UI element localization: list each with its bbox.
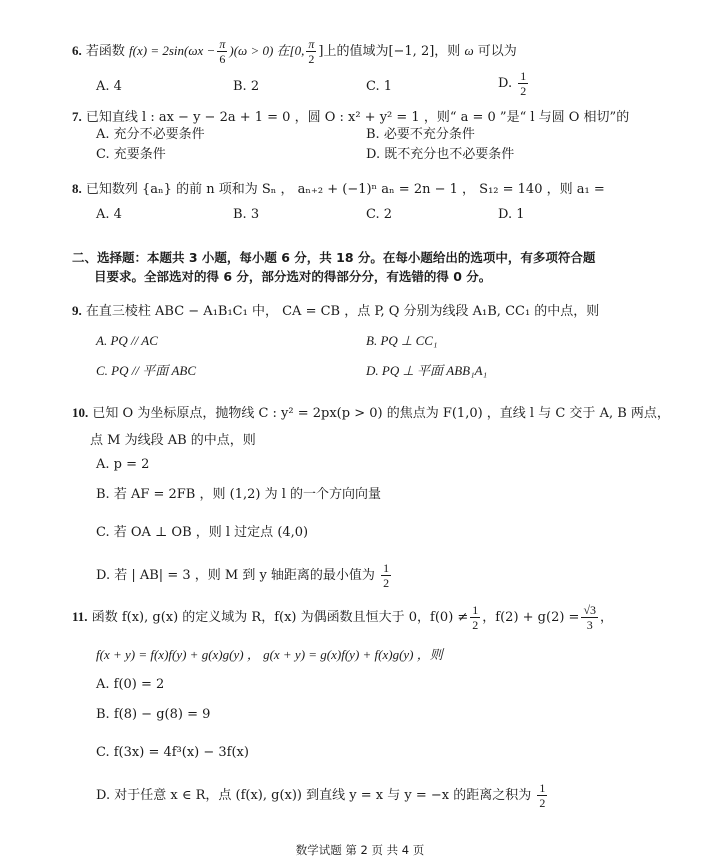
- question-number: 6.: [72, 43, 82, 58]
- option-b: B. 若 AF = 2FB ，则 (1,2) 为 l 的一个方向向量: [96, 487, 381, 502]
- question-text: ，: [600, 610, 614, 625]
- option-a: A. 4: [96, 207, 122, 222]
- option-b: B. 2: [233, 79, 260, 94]
- question-text: 若函数: [85, 44, 125, 59]
- question-11: [72, 604, 672, 631]
- fraction: $\frac{\pi}{2}$: [308, 37, 315, 66]
- math-symbol: ω: [464, 43, 474, 58]
- question-9: [72, 302, 672, 321]
- option-a: A. PQ // AC: [96, 333, 158, 348]
- question-text: 已知数列 {aₙ} 的前 n 项和为 Sₙ ， aₙ₊₂ + (−1)ⁿ aₙ = 2n − 1 ， S₁₂ = 140 ，则 a₁ =: [85, 182, 605, 197]
- page-footer: 数学试题 第 2 页 共 4 页: [295, 843, 425, 857]
- question-11-equations: f(x + y) = f(x)f(y) + g(x)g(y) ， g(x + y) = g(x)f(y) + f(x)g(y) ，则: [96, 647, 443, 662]
- option-b: B. f(8) − g(8) = 9: [96, 707, 211, 722]
- question-8: [72, 180, 672, 199]
- option-c: C. 若 OA ⊥ OB ，则 l 过定点 (4,0): [96, 525, 309, 540]
- option-d: D. PQ ⊥ 平面 ABB₁A₁: [366, 363, 488, 378]
- option-d: D. 1: [498, 207, 525, 222]
- fraction: $\frac{1}{2}$: [472, 603, 479, 632]
- fraction: $\frac{\pi}{6}$: [219, 37, 226, 66]
- fraction: $\frac{1}{2}$: [539, 781, 546, 810]
- fraction: $\frac{1}{2}$: [520, 69, 527, 98]
- question-10: [72, 404, 672, 423]
- option-d: [96, 782, 549, 809]
- question-number: 7.: [72, 109, 82, 124]
- option-d: [498, 70, 530, 97]
- section-heading-line: 二、选择题：本题共 3 小题，每小题 6 分，共 18 分。在每小题给出的选项中，有多项符合题: [72, 250, 596, 265]
- option-d: [96, 562, 393, 589]
- question-text: 可以为: [477, 44, 517, 59]
- question-text: ，f(2) + g(2) =: [482, 610, 580, 625]
- option-b: B. 必要不充分条件: [366, 127, 475, 142]
- fraction: $\frac{1}{2}$: [383, 561, 390, 590]
- question-number: 9.: [72, 303, 82, 318]
- option-b: B. PQ ⊥ CC₁: [366, 333, 438, 348]
- question-number: 11.: [72, 609, 88, 624]
- option-c: C. 2: [366, 207, 393, 222]
- option-d: D. 既不充分也不必要条件: [366, 147, 515, 162]
- question-7: [72, 108, 672, 127]
- section-heading-line: 目要求。全部选对的得 6 分，部分选对的得部分分，有选错的得 0 分。: [94, 269, 492, 284]
- question-text: 已知 O 为坐标原点，抛物线 C : y² = 2px(p > 0) 的焦点为 F(1,0) ，直线 l 与 C 交于 A, B 两点，: [92, 406, 670, 421]
- question-6: [72, 38, 672, 65]
- option-text: D. 若 | AB| = 3 ，则 M 到 y 轴距离的最小值为: [96, 568, 375, 583]
- math-expression: )(ω > 0) 在[0,: [229, 43, 305, 58]
- option-a: A. 4: [96, 79, 122, 94]
- question-text: 函数 f(x), g(x) 的定义域为 R，f(x) 为偶函数且恒大于 0，f(0) ≠: [91, 610, 469, 625]
- section-heading: [72, 248, 662, 286]
- question-text: ]上的值域为[−1, 2]，则: [318, 44, 461, 59]
- option-a: A. p = 2: [96, 457, 150, 472]
- option-label: D.: [498, 76, 513, 91]
- option-b: B. 3: [233, 207, 260, 222]
- option-c: C. f(3x) = 4f³(x) − 3f(x): [96, 745, 249, 760]
- option-c: C. PQ // 平面 ABC: [96, 363, 197, 378]
- option-a: A. f(0) = 2: [96, 677, 165, 692]
- option-a: A. 充分不必要条件: [96, 127, 205, 142]
- math-expression: f(x) = 2sin(ωx −: [129, 43, 216, 58]
- option-text: D. 对于任意 x ∈ R，点 (f(x), g(x)) 到直线 y = x 与 y = −x 的距离之积为: [96, 788, 532, 803]
- question-text: 在直三棱柱 ABC − A₁B₁C₁ 中， CA = CB ，点 P, Q 分别为线段 A₁B, CC₁ 的中点，则: [85, 304, 600, 319]
- question-10-continuation: 点 M 为线段 AB 的中点，则: [90, 433, 256, 448]
- option-c: C. 1: [366, 79, 393, 94]
- fraction: $\frac{√3}{3}$: [583, 603, 597, 632]
- option-c: C. 充要条件: [96, 147, 166, 162]
- question-text: 已知直线 l : ax − y − 2a + 1 = 0 ，圆 O : x² + y² = 1 ，则“ a = 0 ”是“ l 与圆 O 相切”的: [85, 110, 630, 125]
- question-number: 10.: [72, 405, 89, 420]
- question-number: 8.: [72, 181, 82, 196]
